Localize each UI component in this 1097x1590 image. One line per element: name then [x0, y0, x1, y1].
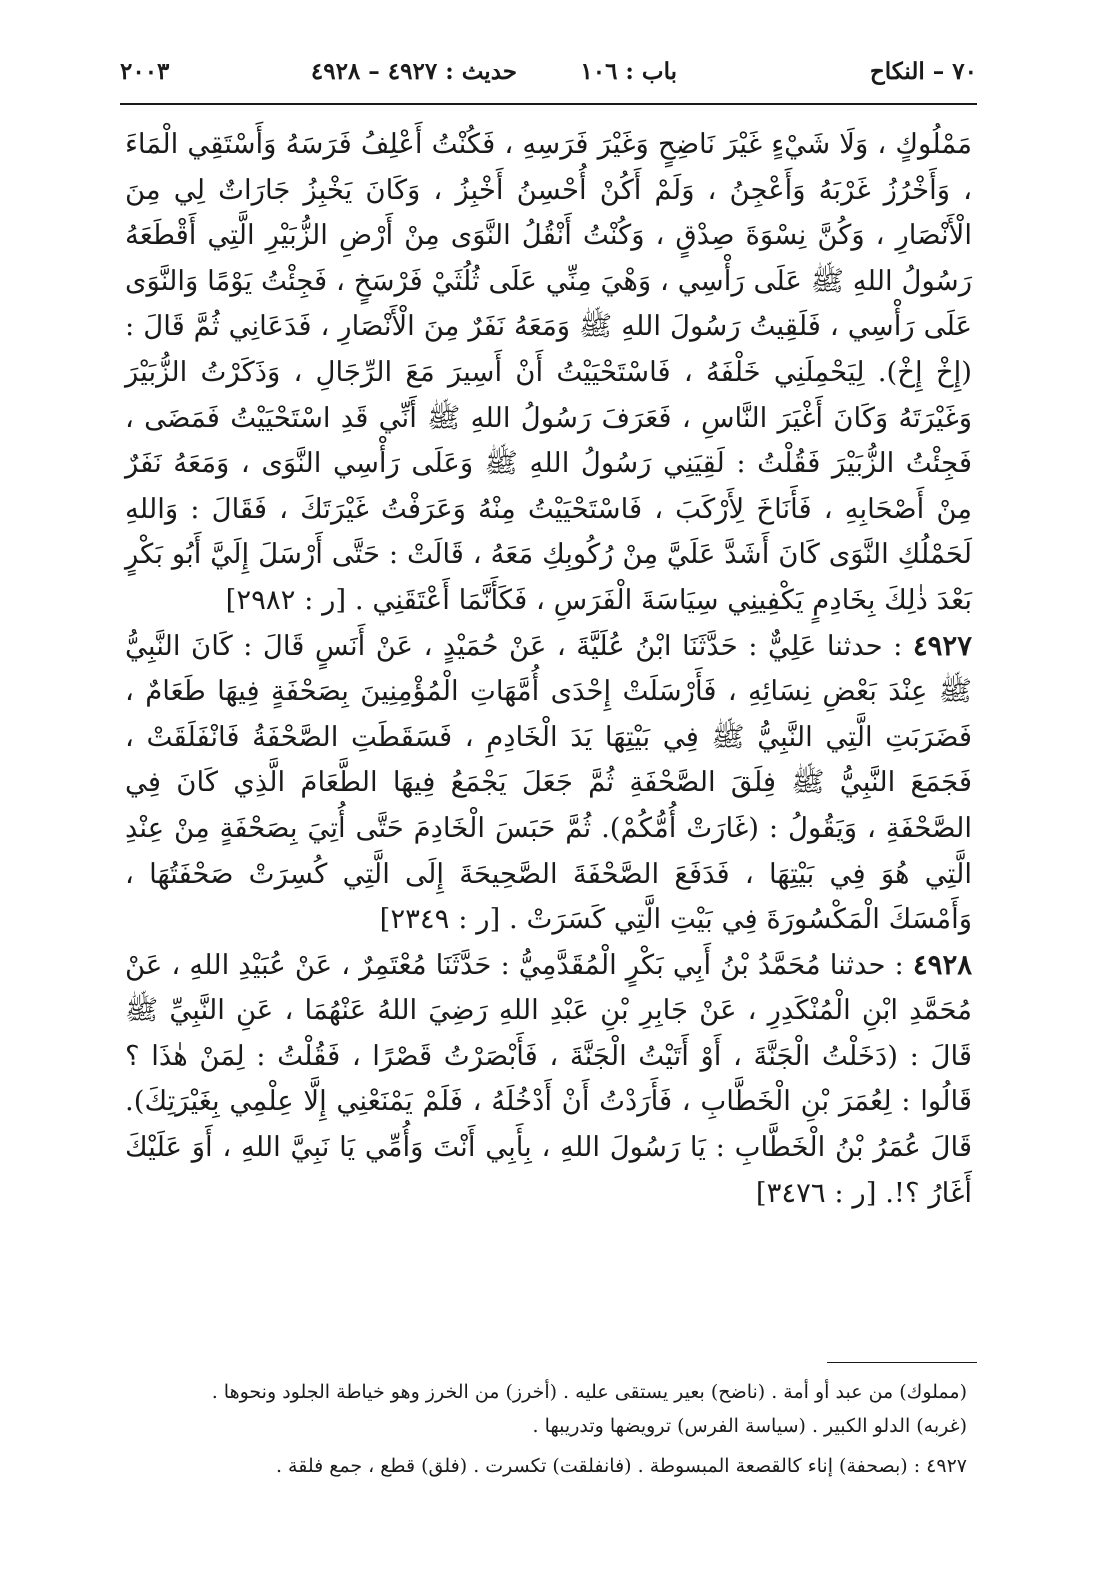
- page-number: ٢٠٠٣: [120, 58, 170, 85]
- footnote-divider: [827, 1362, 977, 1363]
- main-text: [125, 122, 972, 1216]
- paragraph-continued: [125, 122, 972, 624]
- running-header: [120, 58, 977, 92]
- hadith-number: ٤٩٢٨: [912, 948, 972, 981]
- paragraph-text: مَمْلُوكٍ ، وَلَا شَيْءٍ غَيْرَ نَاضِحٍ وَغَيْرَ فَرَسِهِ ، فَكُنْتُ أَعْلِفُ فَرَسَهُ وَأَسْتَقِي الْمَاءَ ، وَأَخْرُزُ غَرْبَهُ وَأَعْجِنُ ، وَلَمْ أَكُنْ أُحْسِنُ أَخْبِزُ ، وَكَانَ يَخْبِزُ جَارَاتٌ لِي مِنَ الْأَنْصَارِ ، وَكُنَّ نِسْوَةَ صِدْقٍ ، وَكُنْتُ أَنْقُلُ النَّوَى مِنْ أَرْضِ الزُّبَيْرِ الَّتِي أَقْطَعَهُ رَسُولُ اللهِ ﷺ عَلَى رَأْسِي ، وَهْيَ مِنِّي عَلَى ثُلُثَيْ فَرْسَخٍ ، فَجِئْتُ يَوْمًا وَالنَّوَى عَلَى رَأْسِي ، فَلَقِيتُ رَسُولَ اللهِ ﷺ وَمَعَهُ نَفَرٌ مِنَ الْأَنْصَارِ ، فَدَعَانِي ثُمَّ قَالَ : (إِخْ إِخْ). لِيَحْمِلَنِي خَلْفَهُ ، فَاسْتَحْيَيْتُ أَنْ أَسِيرَ مَعَ الرِّجَالِ ، وَذَكَرْتُ الزُّبَيْرَ وَغَيْرَتَهُ وَكَانَ أَغْيَرَ النَّاسِ ، فَعَرَفَ رَسُولُ اللهِ ﷺ أَنِّي قَدِ اسْتَحْيَيْتُ فَمَضَى ، فَجِئْتُ الزُّبَيْرَ فَقُلْتُ : لَقِيَنِي رَسُولُ اللهِ ﷺ وَعَلَى رَأْسِي النَّوَى ، وَمَعَهُ نَفَرٌ مِنْ أَصْحَابِهِ ، فَأَنَاخَ لِأَرْكَبَ ، فَاسْتَحْيَيْتُ مِنْهُ وَعَرَفْتُ غَيْرَتَكَ ، فَقَالَ : وَاللهِ لَحَمْلُكِ النَّوَى كَانَ أَشَدَّ عَلَيَّ مِنْ رُكُوبِكِ مَعَهُ ، قَالَتْ : حَتَّى أَرْسَلَ إِلَيَّ أَبُو بَكْرٍ بَعْدَ ذٰلِكَ بِخَادِمٍ يَكْفِينِي سِيَاسَةَ الْفَرَسِ ، فَكَأَنَّمَا أَعْتَقَنِي .: [125, 128, 972, 616]
- hadith-range: حديث : ٤٩٢٧ – ٤٩٢٨: [310, 58, 517, 85]
- cross-reference: [ر : ٢٩٨٢]: [225, 583, 347, 616]
- chapter-title: ٧٠ – النكاح: [869, 58, 977, 85]
- hadith-number: ٤٩٢٧: [912, 629, 972, 662]
- hadith-4928: [125, 943, 972, 1217]
- hadith-text: : حدثنا مُحَمَّدُ بْنُ أَبِي بَكْرٍ الْمُقَدَّمِيُّ : حَدَّثَنَا مُعْتَمِرٌ ، عَنْ عُبَيْدِ اللهِ ، عَنْ مُحَمَّدِ ابْنِ الْمُنْكَدِرِ ، عَنْ جَابِرِ بْنِ عَبْدِ اللهِ رَضِيَ اللهُ عَنْهُمَا ، عَنِ النَّبِيِّ ﷺ قَالَ : (دَخَلْتُ الْجَنَّةَ ، أَوْ أَتَيْتُ الْجَنَّةَ ، فَأَبْصَرْتُ قَصْرًا ، فَقُلْتُ : لِمَنْ هٰذَا ؟ قَالُوا : لِعُمَرَ بْنِ الْخَطَّابِ ، فَأَرَدْتُ أَنْ أَدْخُلَهُ ، فَلَمْ يَمْنَعْنِي إِلَّا عِلْمِي بِغَيْرَتِكَ). قَالَ عُمَرُ بْنُ الْخَطَّابِ : يَا رَسُولَ اللهِ ، بِأَبِي أَنْتَ وَأُمِّي يَا نَبِيَّ اللهِ ، أَوَ عَلَيْكَ أَغَارُ ؟!.: [125, 948, 972, 1209]
- cross-reference: [ر : ٢٣٤٩]: [379, 903, 501, 936]
- footnote-line: (مملوك) من عبد أو أمة . (ناضح) بعير يستقى عليه . (أخرز) من الخرز وهو خياطة الجلود ونحوها .: [211, 1381, 967, 1403]
- footnotes: [120, 1375, 967, 1483]
- cross-reference: [ر : ٣٤٧٦]: [755, 1176, 877, 1209]
- footnote-line: (غربه) الدلو الكبير . (سياسة الفرس) ترويضها وتدريبها .: [532, 1415, 967, 1437]
- header-divider: [120, 103, 977, 105]
- hadith-4927: [125, 624, 972, 943]
- bab-number: باب : ١٠٦: [580, 58, 677, 85]
- hadith-text: : حدثنا عَلِيٌّ : حَدَّثَنَا ابْنُ عُلَيَّةَ ، عَنْ حُمَيْدٍ ، عَنْ أَنَسٍ قَالَ : كَانَ النَّبِيُّ ﷺ عِنْدَ بَعْضِ نِسَائِهِ ، فَأَرْسَلَتْ إِحْدَى أُمَّهَاتِ الْمُؤْمِنِينَ بِصَحْفَةٍ فِيهَا طَعَامٌ ، فَضَرَبَتِ الَّتِي النَّبِيُّ ﷺ فِي بَيْتِهَا يَدَ الْخَادِمِ ، فَسَقَطَتِ الصَّحْفَةُ فَانْفَلَقَتْ ، فَجَمَعَ النَّبِيُّ ﷺ فِلَقَ الصَّحْفَةِ ثُمَّ جَعَلَ يَجْمَعُ فِيهَا الطَّعَامَ الَّذِي كَانَ فِي الصَّحْفَةِ ، وَيَقُولُ : (غَارَتْ أُمُّكُمْ). ثُمَّ حَبَسَ الْخَادِمَ حَتَّى أُتِيَ بِصَحْفَةٍ مِنْ عِنْدِ الَّتِي هُوَ فِي بَيْتِهَا ، فَدَفَعَ الصَّحْفَةَ الصَّحِيحَةَ إِلَى الَّتِي كُسِرَتْ صَحْفَتُهَا ، وَأَمْسَكَ الْمَكْسُورَةَ فِي بَيْتِ الَّتِي كَسَرَتْ .: [125, 629, 972, 936]
- footnote-line: ٤٩٢٧ : (بصحفة) إناء كالقصعة المبسوطة . (فانفلقت) تكسرت . (فلق) قطع ، جمع فلقة .: [275, 1455, 967, 1477]
